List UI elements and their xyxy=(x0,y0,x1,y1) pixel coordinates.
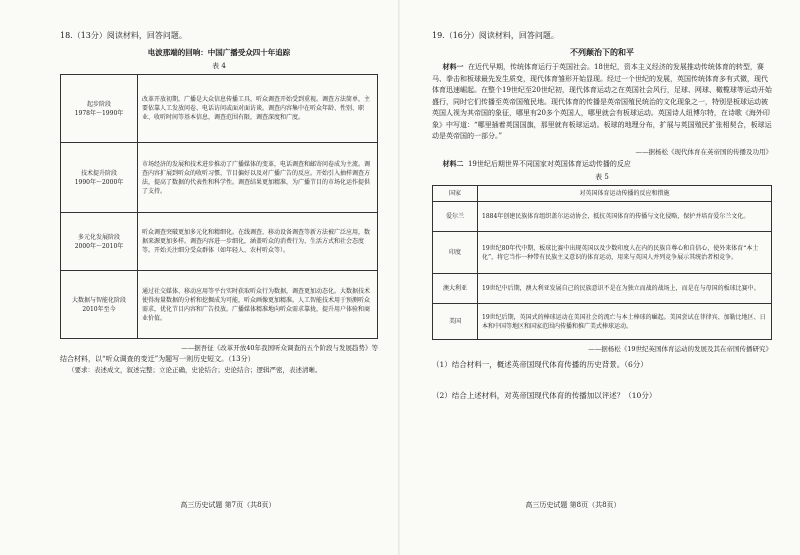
country-cell: 澳大利亚 xyxy=(433,274,478,304)
material-1-label: 材料一 xyxy=(442,62,464,71)
table-row xyxy=(61,143,378,213)
country-cell: 印度 xyxy=(433,232,478,274)
question-19-header: 19.（16分）阅读材料，回答问题。 xyxy=(432,31,559,40)
response-cell: 19世纪后期，英国式的棒球运动在美国社会的流亡与本土棒球的崛起。美国尝试在菲律宾、加勒比地区、日本和中国等地区和国家范围内传播和推广美式棒球运动。 xyxy=(478,304,772,340)
table-row xyxy=(61,213,378,271)
material-1-text: 在近代早期，传统体育运行于英国社会。18世纪，资本主义经济的发展推动传统体育的转型，赛马、拳击和板球最先发生质变，现代体育雏形开始显现。经过一个世纪的发展，英国传统体育多有式微，现代体育迅速崛起。在整个19世纪至20世纪初，现代体育运动之在英国社会风行，足球、网球、橄榄球等运动开始盛行，同时它们传播至英帝国殖民地。现代体育的传播是英帝国殖民统治的文化现象之一，特别是板球运动被英国人视为其帝国的象征，哪里有20多个英国人，哪里就会有板球运动。英国诗人纽博尔特，在诗歌《海外印象》中写道：“哪里插着英国国旗，那里就有板球运动。板球的地理分布，扩展与英国殖民扩张相契合，板球运动是英帝国的一部分。” xyxy=(432,63,772,140)
passage-title: 不列颠治下的和平 xyxy=(570,47,634,57)
material-1-citation: ——据杨松《现代体育在英帝国的传播及功用》 xyxy=(635,147,772,156)
table-row xyxy=(433,232,772,274)
left-page-footer: 高三历史试题 第7页（共8页） xyxy=(180,501,276,509)
table-4-title: 电波那端的回响：中国广播受众四十年追踪 xyxy=(147,48,291,57)
material-2-citation: ——据杨松《19世纪英国体育运动的发展及其在帝国传播研究》 xyxy=(588,345,772,353)
table-header-row xyxy=(433,186,772,202)
country-cell: 美国 xyxy=(433,304,478,340)
stage-description: 改革开放初期，广播是大众信息传播工具，听众调查开始受到重视。调查方法简单，主要依靠人工发放问卷、电话访问或面对面访谈。调查内容集中在听众年龄、性别、职业、收听时间等基本信息，调查范围有限，调查深度和广度。 xyxy=(138,75,378,143)
table-row xyxy=(61,75,378,143)
material-2 xyxy=(432,158,772,171)
material-1 xyxy=(432,61,772,143)
stage-cell xyxy=(61,271,138,339)
sub-question-1: （1）结合材料一，概述英帝国现代体育传播的历史背景。（6分） xyxy=(432,360,648,369)
table-5-caption: 表 5 xyxy=(595,173,609,181)
response-cell: 19世纪80年代中期，板球比赛中出现英国以及少数印度人在内的民族自尊心和自信心，使外来体育“本土化”，将它当作一种带有民族主义意识的体育运动，用来与英国人并列竞争展示其统治者相竞争。 xyxy=(478,232,772,274)
response-cell: 19世纪中后期，澳大利亚发展自己的民族意识不是在为独立而战的战场上，而是在与母国的板球比赛中。 xyxy=(478,274,772,304)
stage-period: 1990年～2000年 xyxy=(74,178,124,186)
table-row xyxy=(433,304,772,340)
stage-name: 大数据与智能化阶段 xyxy=(71,296,126,304)
essay-task: 结合材料，以“听众调查的变迁”为题写一则历史短文。（13分） xyxy=(60,355,255,363)
table-row xyxy=(61,271,378,339)
stage-name: 多元化发展阶段 xyxy=(77,233,120,241)
stage-cell xyxy=(61,143,138,213)
stage-period: 2000年～2010年 xyxy=(74,242,124,250)
question-18-header: 18.（13分）阅读材料，回答问题。 xyxy=(60,31,187,40)
column-header-response: 对英国体育运动传播的反应和措施 xyxy=(478,186,772,202)
stage-name: 技术提升阶段 xyxy=(80,169,117,177)
right-page-footer: 高三历史试题 第8页（共8页） xyxy=(525,501,621,509)
sub-question-2: （2）结合上述材料，对英帝国现代体育的传播加以评述？（10分） xyxy=(432,391,657,400)
table-row xyxy=(433,202,772,232)
table-4-caption: 表 4 xyxy=(212,62,226,70)
country-cell: 爱尔兰 xyxy=(433,202,478,232)
stage-description: 通过社交媒体、移动应用等平台实时获取听众行为数据，调查更加动态化。大数据技术使得海量数据的分析和挖掘成为可能，听众画像更加精准。人工智能技术用于预测听众需求，优化节目内容和广告投放。广播媒体精准地向听众需求靠拢，提升用户体验和商业价值。 xyxy=(138,271,378,339)
stage-cell xyxy=(61,213,138,271)
stage-period: 2010年至今 xyxy=(82,305,116,313)
table-5 xyxy=(432,185,772,340)
essay-requirement: （要求：表述成文，叙述完整；立论正确，史论结合；史论结合；逻辑严密，表述清晰。 xyxy=(68,366,322,374)
stage-description: 市场经济的发展和技术进步推动了广播媒体的变革，电话调查和邮寄问卷成为主流。调查内容扩展到听众的收听习惯、节目偏好以及对广播广告的反应。开始引入抽样调查方法，提高了数据的代表性和科学性。调查结果更加精准，为广播节目的市场化运作提供了支持。 xyxy=(138,143,378,213)
table-4 xyxy=(60,74,378,339)
stage-period: 1978年～1990年 xyxy=(74,109,124,117)
right-page xyxy=(400,0,800,555)
response-cell: 1884年创建民族体育组织盖尔运动协会，抵抗英国体育的传播与文化侵略，保护并培育爱尔兰文化。 xyxy=(478,202,772,232)
material-2-label: 材料二 xyxy=(442,158,464,168)
table-row xyxy=(433,274,772,304)
column-header-country: 国家 xyxy=(433,186,478,202)
stage-cell xyxy=(61,75,138,143)
stage-description: 听众调查突破更加多元化和精细化。在线调查、移动设备调查等新方法被广泛应用，数据来源更加多样。调查内容进一步细化，涵盖听众的消费行为、生活方式和社会态度等。开始关注细分受众群体（如年轻人、农村听众等）。 xyxy=(138,213,378,271)
table-4-citation: ——据吾征《改革开放40年我国听众调查的五个阶段与发展趋势》等 xyxy=(181,344,378,352)
material-2-text: 19世纪后期世界不同国家对英国体育运动传播的反应 xyxy=(467,159,631,168)
stage-name: 起步阶段 xyxy=(86,100,111,108)
